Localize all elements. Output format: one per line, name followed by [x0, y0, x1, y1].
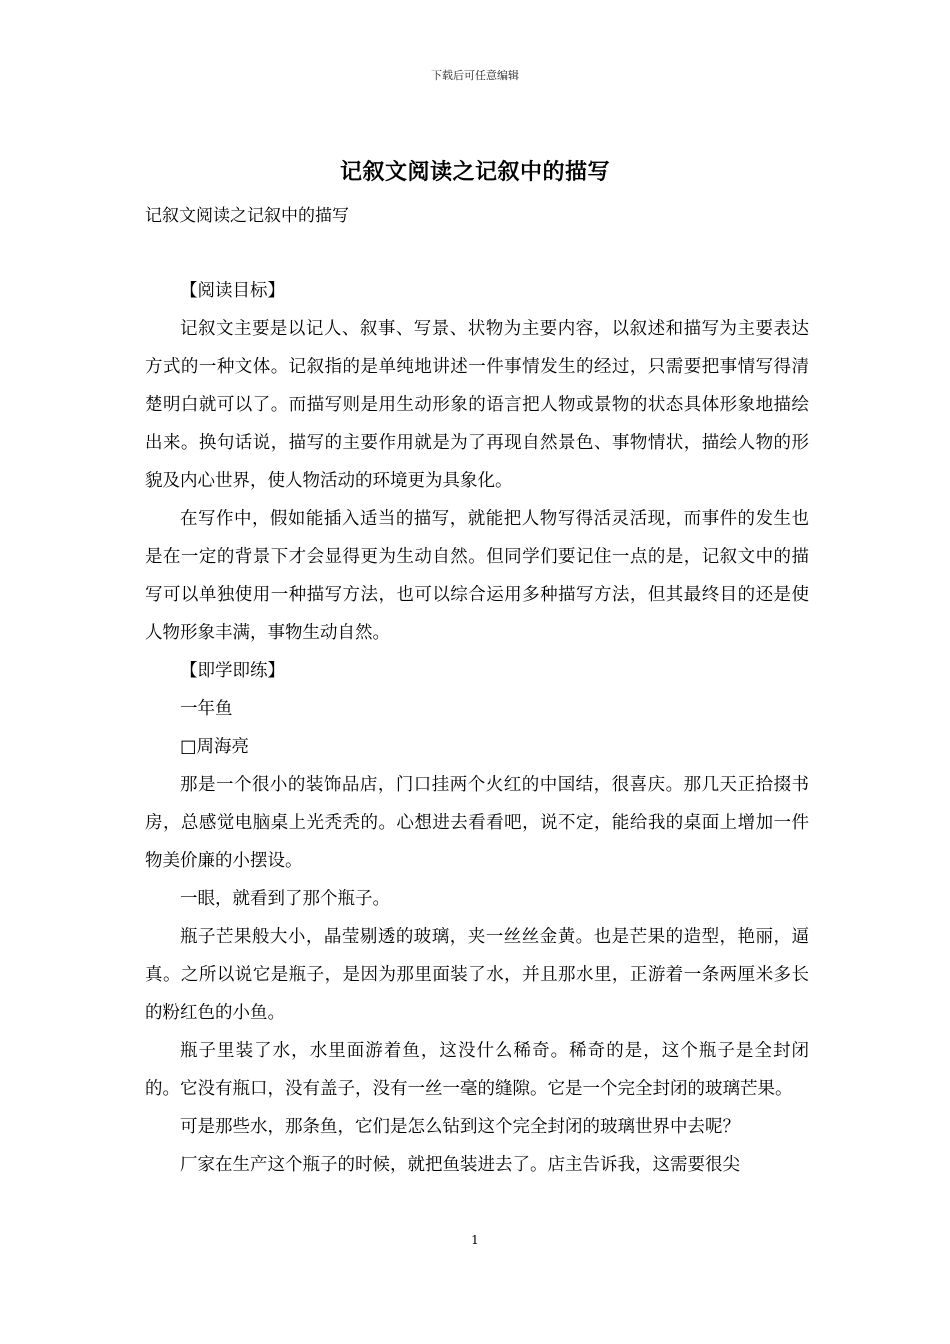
section-heading-practice: 【即学即练】 — [180, 661, 285, 681]
section-heading-reading-goals: 【阅读目标】 — [180, 281, 285, 301]
document-subtitle: 记叙文阅读之记叙中的描写 — [145, 206, 349, 226]
story-author: □周海亮 — [180, 737, 250, 757]
paragraph: 一眼，就看到了那个瓶子。 — [180, 889, 390, 909]
paragraph: 瓶子里装了水，水里面游着鱼，这没什么稀奇。稀奇的是，这个瓶子是全封闭的。它没有瓶口，没有盖子，没有一丝一毫的缝隙。它是一个完全封闭的玻璃芒果。 — [145, 1041, 809, 1099]
paragraph: 那是一个很小的装饰品店，门口挂两个火红的中国结，很喜庆。那几天正拾掇书房，总感觉电脑桌上光秃秃的。心想进去看看吧，说不定，能给我的桌面上增加一件物美价廉的小摆设。 — [145, 775, 809, 871]
paragraph: 瓶子芒果般大小，晶莹剔透的玻璃，夹一丝丝金黄。也是芒果的造型，艳丽，逼真。之所以说它是瓶子，是因为那里面装了水，并且那水里，正游着一条两厘米多长的粉红色的小鱼。 — [145, 927, 809, 1023]
document-title: 记叙文阅读之记叙中的描写 — [339, 159, 610, 185]
page-number: 1 — [471, 1233, 479, 1247]
paragraph: 在写作中，假如能插入适当的描写，就能把人物写得活灵活现，而事件的发生也是在一定的背景下才会显得更为生动自然。但同学们要记住一点的是，记叙文中的描写可以单独使用一种描写方法，也可以综合运用多种描写方法，但其最终目的还是使人物形象丰满，事物生动自然。 — [145, 509, 809, 643]
story-title: 一年鱼 — [180, 699, 233, 719]
paragraph: 可是那些水，那条鱼，它们是怎么钻到这个完全封闭的玻璃世界中去呢？ — [180, 1117, 740, 1137]
paragraph: 厂家在生产这个瓶子的时候，就把鱼装进去了。店主告诉我，这需要很尖 — [180, 1155, 740, 1175]
page-header-note: 下载后可任意编辑 — [431, 69, 519, 82]
document-body — [145, 272, 809, 1184]
paragraph: 记叙文主要是以记人、叙事、写景、状物为主要内容，以叙述和描写为主要表达方式的一种文体。记叙指的是单纯地讲述一件事情发生的经过，只需要把事情写得清楚明白就可以了。而描写则是用生动形象的语言把人物或景物的状态具体形象地描绘出来。换句话说，描写的主要作用就是为了再现自然景色、事物情状，描绘人物的形貌及内心世界，使人物活动的环境更为具象化。 — [145, 319, 809, 491]
